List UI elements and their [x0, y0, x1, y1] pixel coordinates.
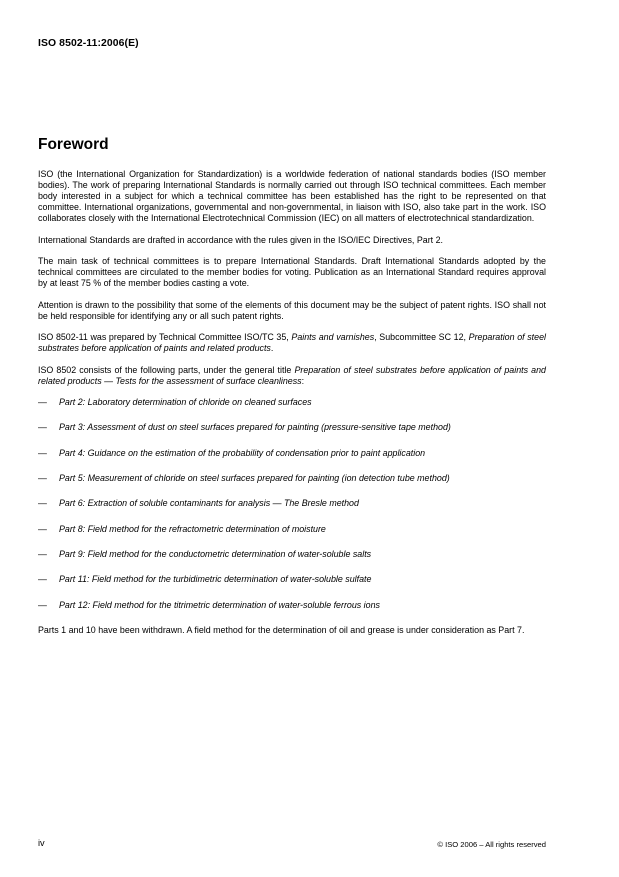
italic-segment: Preparation of steel substrates before application of paints and related products — [38, 332, 546, 354]
list-item — [38, 422, 546, 447]
dash-bullet: — — [38, 473, 47, 484]
italic-segment: Preparation of steel substrates before application of paints and related products — Tests for the assessment of surface cleanliness — [38, 364, 546, 386]
paragraph-prepared-by — [38, 332, 546, 354]
list-item-text: Part 6: Extraction of soluble contaminants for analysis — The Bresle method — [59, 498, 359, 509]
list-item-text: Part 2: Laboratory determination of chloride on cleaned surfaces — [59, 397, 312, 408]
list-item — [38, 448, 546, 473]
copyright-notice: © ISO 2006 – All rights reserved — [437, 840, 546, 849]
list-item-text: Part 9: Field method for the conductometric determination of water-soluble salts — [59, 548, 372, 559]
dash-bullet: — — [38, 422, 47, 433]
list-item — [38, 549, 546, 574]
text-segment: . — [270, 343, 274, 354]
list-item — [38, 397, 546, 422]
parts-list — [38, 397, 546, 625]
list-item — [38, 600, 546, 625]
dash-bullet: — — [38, 498, 47, 509]
foreword-body — [38, 169, 546, 646]
list-item-text: Part 3: Assessment of dust on steel surfaces prepared for painting (pressure-sensitive tape method) — [59, 422, 451, 433]
paragraph-directives: International Standards are drafted in accordance with the rules given in the ISO/IEC Directives, Part 2. — [38, 234, 444, 245]
italic-segment: Paints and varnishes — [291, 332, 375, 343]
text-segment: ISO 8502-11 was prepared by Technical Committee ISO/TC 35, — [38, 332, 292, 343]
list-item-text: Part 8: Field method for the refractometric determination of moisture — [59, 523, 326, 534]
dash-bullet: — — [38, 548, 47, 559]
page-number: iv — [38, 838, 45, 848]
document-id: ISO 8502-11:2006(E) — [38, 38, 139, 49]
list-item-text: Part 5: Measurement of chloride on steel surfaces prepared for painting (ion detection tube method) — [59, 473, 450, 484]
list-item-text: Part 4: Guidance on the estimation of the probability of condensation prior to paint application — [59, 447, 426, 458]
paragraph-main-task: The main task of technical committees is to prepare International Standards. Draft International Standards adopted by the technical committees are circulated to the member bodies for voting. Publication as an International Standard requires approval by at least 75 % of the member bodies casting a vote. — [38, 256, 546, 289]
text-segment: : — [301, 375, 305, 386]
dash-bullet: — — [38, 574, 47, 585]
list-item-text: Part 12: Field method for the titrimetric determination of water-soluble ferrous ions — [59, 599, 380, 610]
dash-bullet: — — [38, 599, 47, 610]
list-item — [38, 574, 546, 599]
paragraph-withdrawn: Parts 1 and 10 have been withdrawn. A field method for the determination of oil and grease is under consideration as Part 7. — [38, 624, 525, 635]
paragraph-iso-intro: ISO (the International Organization for Standardization) is a worldwide federation of national standards bodies (ISO member bodies). The work of preparing International Standards is normally carried out through ISO technical committees. Each member body interested in a subject for which a technical committee has been established has the right to be represented on that committee. International organizations, governmental and non-governmental, in liaison with ISO, also take part in the work. ISO collaborates closely with the International Electrotechnical Commission (IEC) on all matters of electrotechnical standardization. — [38, 169, 546, 224]
paragraph-patent: Attention is drawn to the possibility that some of the elements of this document may be the subject of patent rights. ISO shall not be held responsible for identifying any or all such patent rights. — [38, 299, 546, 321]
dash-bullet: — — [38, 523, 47, 534]
text-segment: ISO 8502 consists of the following parts, under the general title — [38, 364, 295, 375]
list-item — [38, 498, 546, 523]
paragraph-parts-intro — [38, 365, 546, 387]
list-item-text: Part 11: Field method for the turbidimetric determination of water-soluble sulfate — [59, 574, 372, 585]
dash-bullet: — — [38, 447, 47, 458]
list-item — [38, 473, 546, 498]
page-title: Foreword — [38, 136, 109, 153]
text-segment: , Subcommittee SC 12, — [374, 332, 469, 343]
list-item — [38, 524, 546, 549]
dash-bullet: — — [38, 397, 47, 408]
